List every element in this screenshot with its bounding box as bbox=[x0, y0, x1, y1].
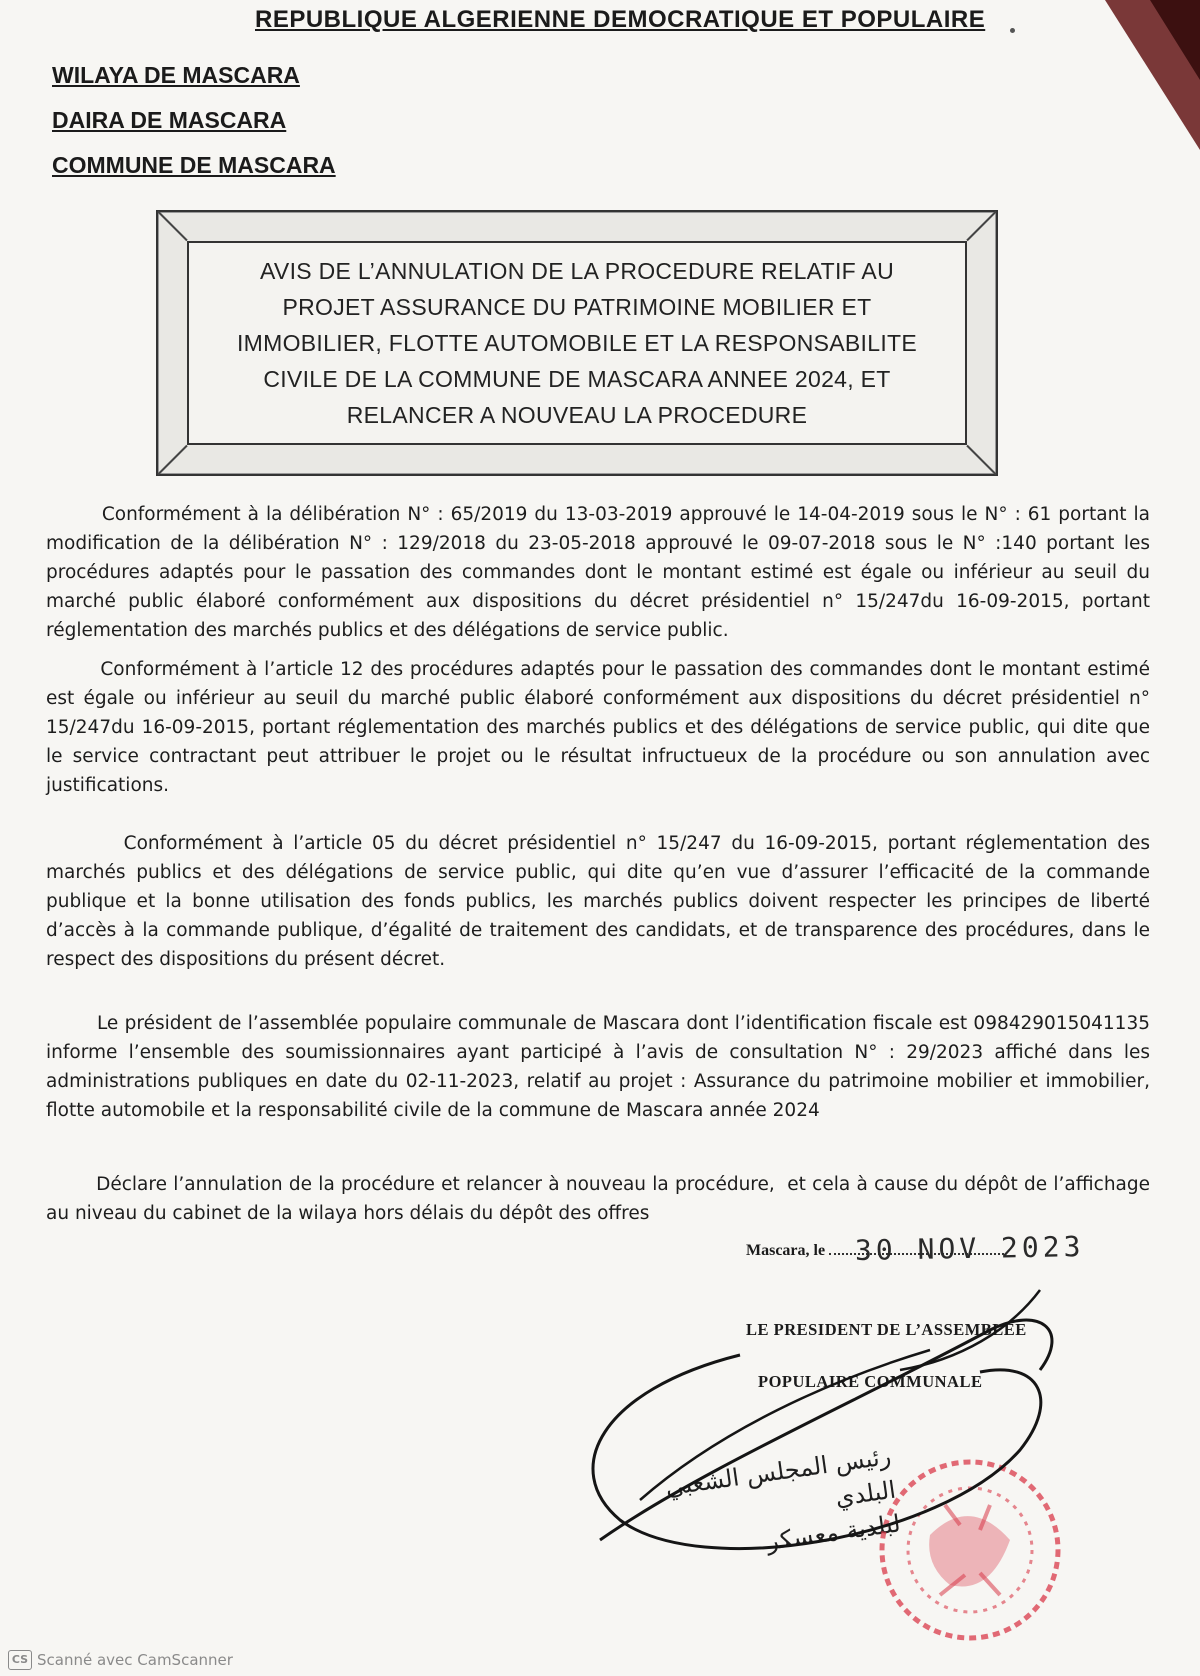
scanner-text: Scanné avec CamScanner bbox=[37, 1651, 233, 1669]
frame-corner-tl bbox=[157, 211, 187, 241]
paragraph-deliberation: Conformément à la délibération N° : 65/2019 du 13-03-2019 approuvé le 14-04-2019 sous le N° : 61 portant la modification de la délibération N° : 129/2018 du 23-05-2018 approuvé le 09-07-2018 sous le N° :140 portant les procédures adaptés pour le passation des commandes dont le montant estimé est égale ou inférieur au seuil du marché public élaboré conformément aux dispositions du décret présidentiel n° 15/247du 16-09-2015, portant réglementation des marchés publics et des délégations de service public. bbox=[46, 504, 1156, 641]
frame-corner-bl bbox=[157, 445, 187, 475]
paragraph-article-12: Conformément à l’article 12 des procédures adaptés pour le passation des commandes dont le montant estimé est égale ou inférieur au seuil du marché public élaboré conformément aux dispositions du décret présidentiel n° 15/247du 16-09-2015, portant réglementation des marchés publics et des délégations de service public, qui dite que le service contractant peut attribuer le projet ou le résultat infructueux de la procédure ou son annulation avec justifications. bbox=[46, 659, 1156, 796]
page-corner-shadow-dark bbox=[1150, 0, 1200, 80]
paragraph-article-05: Conformément à l’article 05 du décret présidentiel n° 15/247 du 16-09-2015, portant réglementation des marchés publics et des délégations de service public, qui dite qu’en vue d’assurer l’efficacité de la commande publique et la bonne utilisation des fonds publics, les marchés publics doivent respecter les principes de liberté d’accès à la commande publique, d’égalité de traitement des candidats, et de transparence des procédures, dans le respect des dispositions du présent décret. bbox=[46, 833, 1156, 970]
date-stamp: 30 NOV 2023 bbox=[854, 1230, 1085, 1267]
notice-title bbox=[237, 253, 917, 433]
title-line: IMMOBILIER, FLOTTE AUTOMOBILE ET LA RESPONSABILITE bbox=[236, 330, 918, 356]
paragraph-president-notice: Le président de l’assemblée populaire communale de Mascara dont l’identification fiscale est 098429015041135 informe l’ensemble des soumissionnaires ayant participé à l’avis de consultation N° : 29/2023 affiché dans les administrations publiques en date du 02-11-2023, relatif au projet : Assurance du patrimoine mobilier et immobilier, flotte automobile et la responsabilité civile de la commune de Mascara année 2024 bbox=[46, 1013, 1156, 1121]
scanner-watermark bbox=[8, 1650, 233, 1670]
stamp-line: لبلدية معسكر bbox=[764, 1509, 903, 1556]
title-frame bbox=[156, 210, 998, 476]
place-label: Mascara, le bbox=[746, 1242, 826, 1259]
title-line: RELANCER A NOUVEAU LA PROCEDURE bbox=[346, 402, 808, 428]
title-line: AVIS DE L’ANNULATION DE LA PROCEDURE RELATIF AU bbox=[260, 258, 894, 284]
paragraph-declaration: Déclare l’annulation de la procédure et relancer à nouveau la procédure, et cela à cause du dépôt de l’affichage au niveau du cabinet de la wilaya hors délais du dépôt des offres bbox=[46, 1174, 1156, 1224]
frame-corner-br bbox=[966, 445, 996, 475]
stamp-line: رئيس المجلس الشعبي البلدي bbox=[663, 1441, 898, 1512]
title-line: CIVILE DE LA COMMUNE DE MASCARA ANNEE 2024, ET bbox=[263, 366, 891, 392]
country-heading: REPUBLIQUE ALGERIENNE DEMOCRATIQUE ET POPULAIRE bbox=[255, 6, 986, 33]
official-seal bbox=[870, 1445, 1070, 1655]
title-frame-inner bbox=[187, 241, 967, 445]
scan-speck bbox=[1010, 28, 1015, 33]
wilaya-heading: WILAYA DE MASCARA bbox=[52, 62, 300, 88]
signatory-title-line2: POPULAIRE COMMUNALE bbox=[758, 1372, 983, 1391]
frame-corner-tr bbox=[966, 211, 996, 241]
commune-heading: COMMUNE DE MASCARA bbox=[52, 152, 336, 178]
title-line: PROJET ASSURANCE DU PATRIMOINE MOBILIER ET bbox=[282, 294, 872, 320]
signatory-title-line1: LE PRESIDENT DE L’ASSEMBLEE bbox=[746, 1320, 1027, 1339]
camscanner-icon: CS bbox=[8, 1650, 32, 1670]
daira-heading: DAIRA DE MASCARA bbox=[52, 107, 287, 133]
